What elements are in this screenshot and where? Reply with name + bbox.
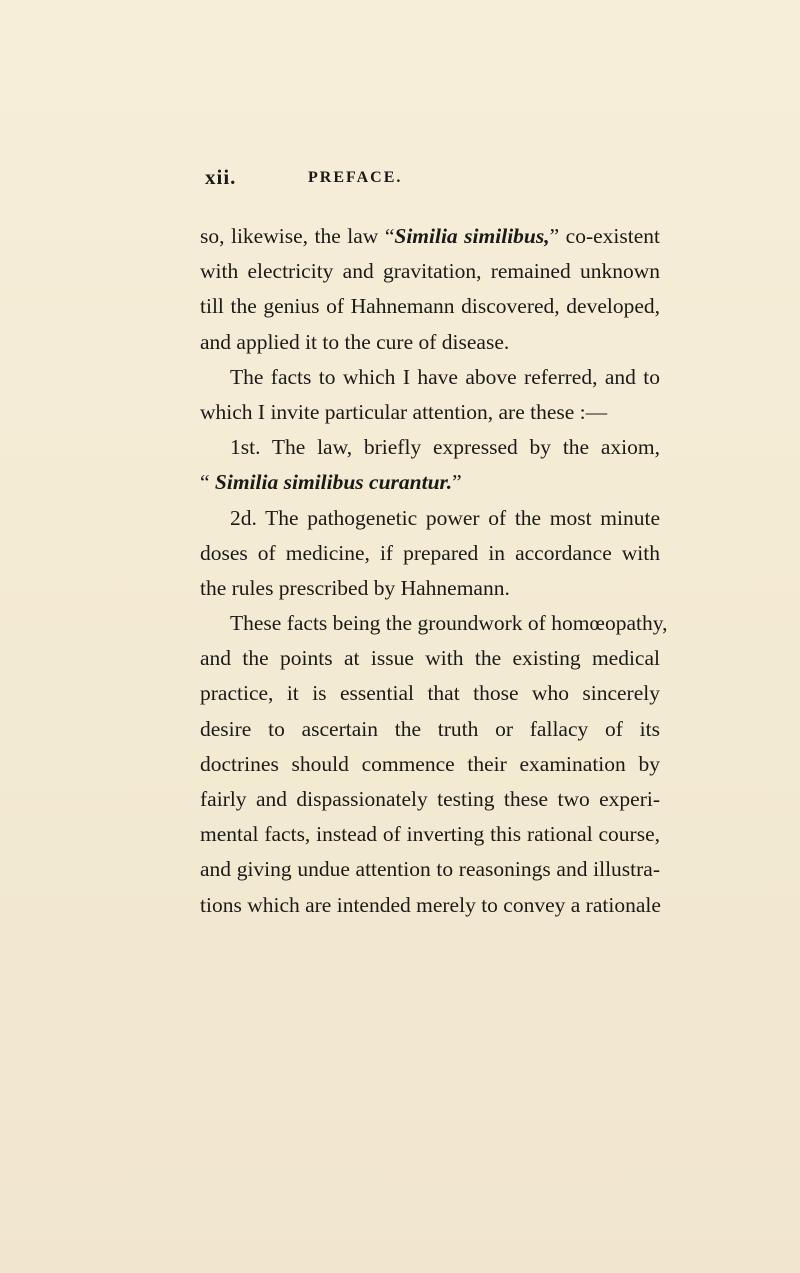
text-line-19: and giving undue attention to reasonings and illustra- bbox=[200, 857, 660, 882]
text-line-6: which I invite particular attention, are these :— bbox=[200, 399, 608, 424]
text-line-3: till the genius of Hahnemann discovered, developed, bbox=[200, 294, 660, 319]
text-line-8: “ Similia similibus curantur.” bbox=[200, 470, 462, 495]
running-head bbox=[205, 165, 665, 195]
text-line-2: with electricity and gravitation, remained unknown bbox=[200, 259, 660, 284]
text-line-13: and the points at issue with the existing medical bbox=[200, 646, 660, 671]
text-line-17: fairly and dispassionately testing these two experi- bbox=[200, 787, 660, 811]
text-line-15: desire to ascertain the truth or fallacy of its bbox=[200, 716, 660, 741]
text-line-14: practice, it is essential that those who sincerely bbox=[200, 681, 660, 706]
text-line-16: doctrines should commence their examination by bbox=[200, 751, 660, 776]
text-line-20: tions which are intended merely to convey a rationale bbox=[200, 892, 661, 917]
text-line-11: the rules prescribed by Hahnemann. bbox=[200, 575, 510, 600]
running-head-title: PREFACE. bbox=[308, 169, 403, 186]
text-line-10: doses of medicine, if prepared in accordance with bbox=[200, 540, 660, 565]
text-line-18: mental facts, instead of inverting this rational course, bbox=[200, 822, 660, 847]
text-line-1: so, likewise, the law “Similia similibus,” co-existent bbox=[200, 224, 660, 248]
text-line-5: The facts to which I have above referred, and to bbox=[230, 364, 660, 389]
text-line-9: 2d. The pathogenetic power of the most minute bbox=[230, 505, 660, 530]
page-number: xii. bbox=[205, 165, 237, 189]
text-line-12: These facts being the groundwork of homœopathy, bbox=[230, 611, 668, 636]
text-line-7: 1st. The law, briefly expressed by the axiom, bbox=[230, 435, 660, 460]
body-text bbox=[200, 219, 668, 923]
text-line-4: and applied it to the cure of disease. bbox=[200, 329, 510, 354]
